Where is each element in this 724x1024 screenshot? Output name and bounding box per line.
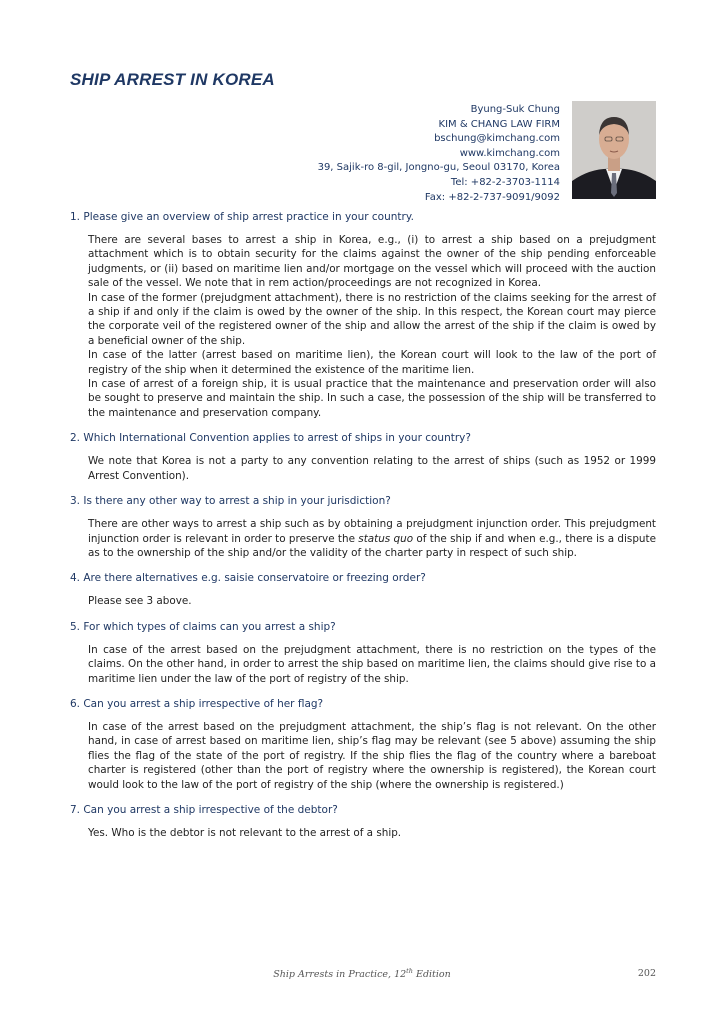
- answer-4-paragraph: Please see 3 above.: [88, 595, 192, 608]
- qa-section-7: [70, 803, 656, 840]
- footer-title: Ship Arrests in Practice, 12: [273, 969, 407, 981]
- answer-3-text-end: of the ship if and when e.g., there is a dispute as to the ownership of the ship and/or the validity of the charter party in respect of such ship.: [88, 532, 656, 559]
- answer-1-paragraph: In case of arrest of a foreign ship, it is usual practice that the maintenance and preservation order will also be sought to preserve and maintain the ship. In such a case, the possession of the ship will be transferred to the maintenance and preservation company.: [88, 378, 656, 419]
- answer-4: [88, 594, 656, 608]
- qa-section-4: [70, 571, 656, 608]
- qa-content: [70, 210, 656, 851]
- author-photo: [572, 101, 656, 199]
- qa-section-2: [70, 431, 656, 483]
- footer-edition-sup: th: [406, 967, 413, 975]
- answer-1-paragraph: There are several bases to arrest a ship in Korea, e.g., (i) to arrest a ship based on a prejudgment attachment which is to obtain security for the claims against the owner of the ship pending enforceable judgments, or (ii) based on maritime lien and/or mortgage on the vessel which will proceed with the auction sale of the vessel. We note that in rem action/proceedings are not recognized in Korea.: [88, 234, 656, 290]
- answer-5: [88, 643, 656, 686]
- author-contact-block: [318, 103, 560, 205]
- answer-6: [88, 720, 656, 792]
- answer-2-paragraph: We note that Korea is not a party to any convention relating to the arrest of ships (such as 1952 or 1999 Arrest Convention).: [88, 455, 656, 482]
- question-4: 4. Are there alternatives e.g. saisie conservatoire or freezing order?: [70, 572, 426, 585]
- answer-7: [88, 826, 656, 840]
- answer-1-paragraph: In case of the latter (arrest based on maritime lien), the Korean court will look to the law of the port of registry of the ship when it determined the existence of the maritime lien.: [88, 349, 656, 376]
- author-email[interactable]: bschung@kimchang.com: [434, 133, 560, 145]
- page-number: 202: [637, 968, 656, 979]
- page-title: SHIP ARREST IN KOREA: [70, 70, 275, 89]
- answer-1: [88, 233, 656, 420]
- question-7: 7. Can you arrest a ship irrespective of the debtor?: [70, 803, 338, 816]
- question-6: 6. Can you arrest a ship irrespective of her flag?: [70, 697, 324, 710]
- qa-section-6: [70, 697, 656, 792]
- answer-3-paragraph: [88, 517, 656, 560]
- qa-section-3: [70, 494, 656, 560]
- answer-6-paragraph: In case of the arrest based on the prejudgment attachment, the ship’s flag is not relevant. On the other hand, in case of arrest based on maritime lien, ship’s flag may be relevant (see 5 above) assuming the ship flies the flag of the state of the port of registry. If the ship flies the flag of the country where a bareboat charter is registered (other than the port of registry where the ownership is registered), the Korean court would look to the law of the port of registry of the ship (where the ownership is registered.): [88, 720, 656, 791]
- answer-7-paragraph: Yes. Who is the debtor is not relevant to the arrest of a ship.: [88, 826, 402, 839]
- question-2: 2. Which International Convention applies to arrest of ships in your country?: [70, 432, 471, 445]
- footer-publication: [0, 967, 724, 980]
- answer-3-italic-term: status quo: [358, 532, 414, 545]
- author-name: Byung-Suk Chung: [470, 104, 560, 115]
- author-website[interactable]: www.kimchang.com: [459, 147, 560, 159]
- author-firm: KIM & CHANG LAW FIRM: [438, 118, 560, 130]
- answer-2: [88, 454, 656, 483]
- footer-edition: Edition: [412, 969, 451, 981]
- author-fax: Fax: +82-2-737-9091/9092: [424, 191, 560, 203]
- answer-3-text-start: There are other ways to arrest a ship such as by obtaining a prejudgment injunction order. This prejudgment injunction order is relevant in order to preserve the: [88, 518, 656, 545]
- answer-1-paragraph: In case of the former (prejudgment attachment), there is no restriction of the claims seeking for the arrest of a ship if and only if the claim is owed by the owner of the ship. In this respect, the Korean court may pierce the corporate veil of the registered owner of the ship and allow the arrest of the ship if the claim is owed by a beneficial owner of the ship.: [88, 291, 656, 347]
- question-3: 3. Is there any other way to arrest a ship in your jurisdiction?: [70, 495, 391, 508]
- question-1: 1. Please give an overview of ship arrest practice in your country.: [70, 211, 414, 223]
- answer-5-paragraph: In case of the arrest based on the prejudgment attachment, there is no restriction on the types of the claims. On the other hand, in order to arrest the ship based on maritime lien, the claims should give rise to a maritime lien under the law of the port of registry of the ship.: [88, 643, 656, 685]
- question-5: 5. For which types of claims can you arrest a ship?: [70, 620, 336, 633]
- answer-3: [88, 517, 656, 560]
- author-tel: Tel: +82-2-3703-1114: [450, 176, 560, 188]
- qa-section-1: [70, 210, 656, 420]
- author-address: 39, Sajik-ro 8-gil, Jongno-gu, Seoul 03170, Korea: [317, 162, 560, 174]
- qa-section-5: [70, 620, 656, 686]
